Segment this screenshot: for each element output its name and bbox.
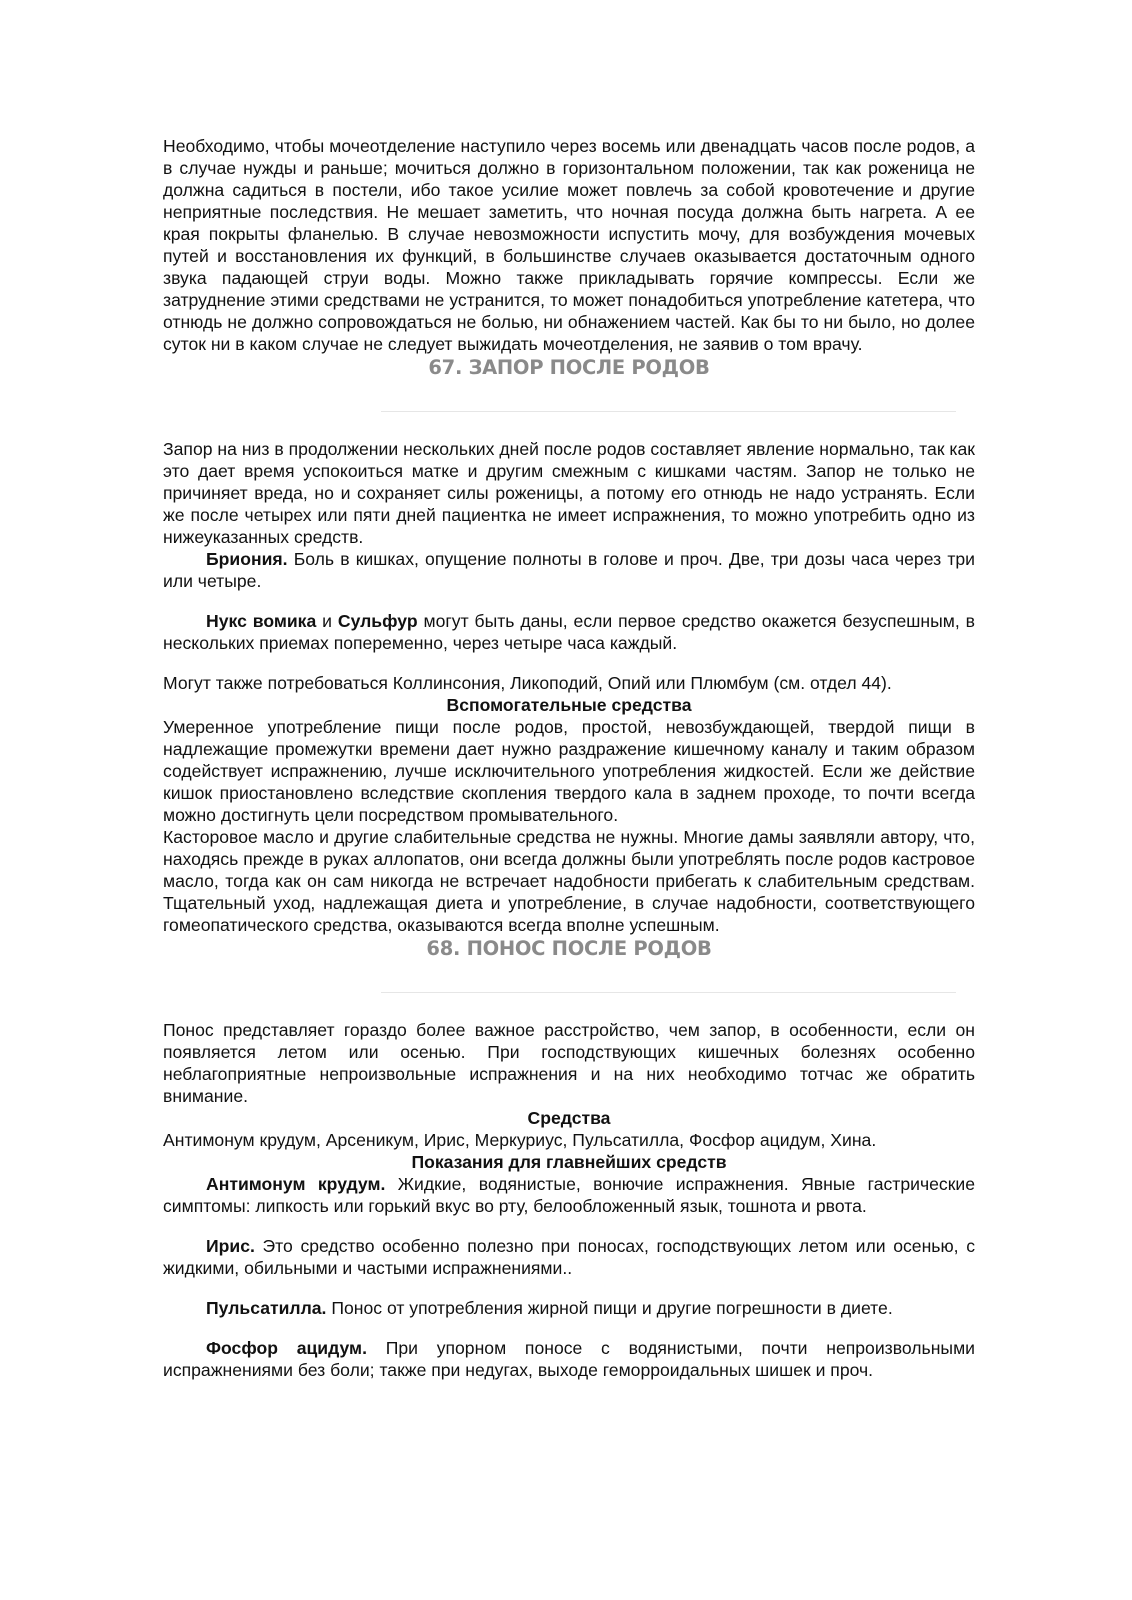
section-67-title [163,355,975,381]
subheading-auxiliary: Вспомогательные средства [446,695,692,715]
section-divider [381,992,956,993]
document-page [163,135,975,1381]
remedy-antimonum [163,1173,975,1217]
section-67-heading: ЗАПОР ПОСЛЕ РОДОВ [468,356,710,379]
remedy-name: Пульсатилла. [206,1298,327,1318]
remedy-description: Боль в кишках, опущение полноты в голове и проч. Две, три дозы часа через три или четыре. [163,549,975,591]
paragraph-urination: Необходимо, чтобы мочеотделение наступило через восемь или двенадцать часов после родов, а в случае нужды и раньше; мочиться должно в горизонтальном положении, так как роженица не должна садиться в постели, ибо такое усилие может повлечь за собой кровотечение и другие неприятные последствия. Не мешает заметить, что ночная посуда должна быть нагрета. А ее края покрыты фланелью. В случае невозможности испустить мочу, для возбуждения мочевых путей и восстановления их функций, в большинстве случаев оказывается достаточным одного звука падающей струи воды. Можно также прикладывать горячие компрессы. Если же затруднение этими средствами не устранится, то может понадобиться употребление катетера, что отнюдь не должно сопровождаться не болью, ни обнажением частей. Как бы то ни было, но долее суток ни в каком случае не следует выжидать мочеотделения, не заявив о том врачу. [163,136,975,354]
remedy-description: При упорном поносе с водянистыми, почти непроизвольными испражнениями без боли; также при недугах, выходе геморроидальных шишек и проч. [163,1338,975,1380]
section-divider [381,411,956,412]
conjunction: и [316,611,338,631]
remedy-name: Фосфор ацидум. [206,1338,367,1358]
paragraph-auxiliary-1: Умеренное употребление пищи после родов, простой, невозбуждающей, твердой пищи в надлежащие промежутки времени дает нужно раздражение кишечному каналу и таким образом содействует испражнению, лучше исключительного употребления жидкостей. Если же действие кишок приостановлено вследствие скопления твердого кала в заднем проходе, то почти всегда можно достигнуть цели посредством промывательного. [163,717,975,825]
remedy-nux-sulfur [163,610,975,654]
remedy-name: Сульфур [337,611,418,631]
subheading-remedies: Средства [527,1108,611,1128]
remedy-name: Ирис. [206,1236,255,1256]
remedy-iris [163,1235,975,1279]
remedy-name: Бриония. [206,549,288,569]
paragraph-also: Могут также потребоваться Коллинсония, Ликоподий, Опий или Плюмбум (см. отдел 44). [163,673,892,693]
subheading-indications: Показания для главнейших средств [411,1152,727,1172]
paragraph-diarrhea-intro: Понос представляет гораздо более важное расстройство, чем запор, в особенности, если он появляется летом или осенью. При господствующих кишечных болезнях особенно неблагоприятные непроизвольные испражнения и на них необходимо тотчас же обратить внимание. [163,1020,975,1106]
section-67-number: 67. [428,356,463,379]
remedy-phosphor [163,1337,975,1381]
remedy-pulsatilla [163,1297,975,1319]
remedies-list: Антимонум крудум, Арсеникум, Ирис, Меркуриус, Пульсатилла, Фосфор ацидум, Хина. [163,1130,877,1150]
remedy-description: Понос от употребления жирной пищи и другие погрешности в диете. [326,1298,893,1318]
remedy-name: Нукс вомика [206,611,317,631]
remedy-name: Антимонум крудум. [206,1174,386,1194]
paragraph-auxiliary-2: Касторовое масло и другие слабительные средства не нужны. Многие дамы заявляли автору, что, находясь прежде в руках аллопатов, они всегда должны были употреблять после родов кастровое масло, тогда как он сам никогда не встречает надобности прибегать к слабительным средствам. Тщательный уход, надлежащая диета и употребление, в случае надобности, соответствующего гомеопатического средства, оказываются всегда вполне успешным. [163,827,975,935]
remedy-bryonia [163,548,975,592]
paragraph-constipation-intro: Запор на низ в продолжении нескольких дней после родов составляет явление нормально, так как это дает время успокоиться матке и другим смежным с кишками частям. Запор не только не причиняет вреда, но и сохраняет силы роженицы, а потому его отнюдь не надо устранять. Если же после четырех или пяти дней пациентка не имеет испражнения, то можно употребить одно из нижеуказанных средств. [163,439,975,547]
section-68-heading: ПОНОС ПОСЛЕ РОДОВ [466,937,712,960]
remedy-description: Жидкие, водянистые, вонючие испражнения. Явные гастрические симптомы: липкость или горький вкус во рту, белообложенный язык, тошнота и рвота. [163,1174,976,1216]
section-68-number: 68. [426,937,461,960]
remedy-description: Это средство особенно полезно при поносах, господствующих летом или осенью, с жидкими, обильными и частыми испражнениями.. [163,1236,975,1278]
remedy-description: могут быть даны, если первое средство окажется безуспешным, в нескольких приемах попеременно, через четыре часа каждый. [163,611,975,653]
section-68-title [163,936,975,962]
